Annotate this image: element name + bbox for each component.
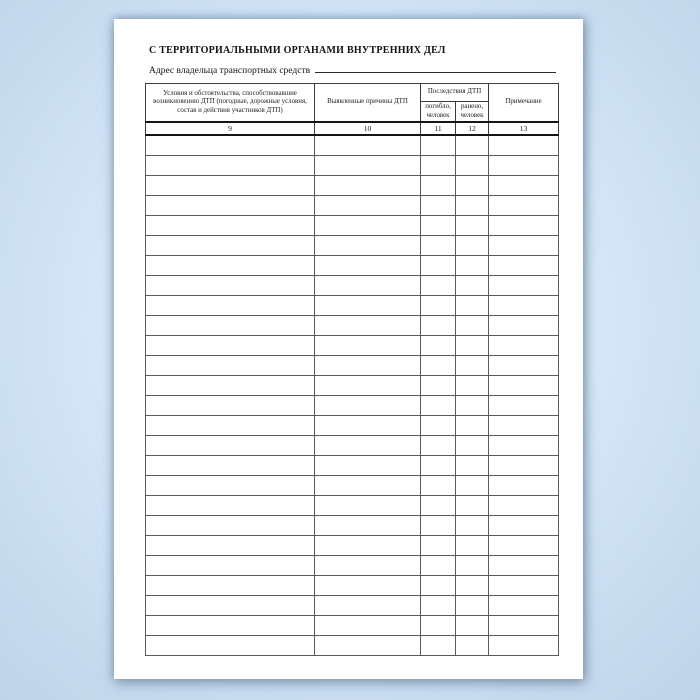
table-row <box>146 516 559 536</box>
empty-cell <box>315 416 421 436</box>
empty-cell <box>456 476 489 496</box>
empty-cell <box>456 356 489 376</box>
empty-cell <box>456 316 489 336</box>
table-row <box>146 396 559 416</box>
empty-cell <box>421 276 456 296</box>
empty-cell <box>146 256 315 276</box>
empty-cell <box>489 556 559 576</box>
empty-cell <box>421 176 456 196</box>
empty-cell <box>421 456 456 476</box>
empty-cell <box>421 256 456 276</box>
empty-cell <box>421 135 456 156</box>
empty-cell <box>489 376 559 396</box>
empty-cell <box>489 496 559 516</box>
empty-cell <box>146 396 315 416</box>
table-row <box>146 476 559 496</box>
empty-cell <box>315 436 421 456</box>
empty-cell <box>489 596 559 616</box>
address-row <box>149 62 558 77</box>
empty-cell <box>146 356 315 376</box>
empty-cell <box>146 416 315 436</box>
empty-cell <box>456 436 489 456</box>
empty-cell <box>421 536 456 556</box>
address-label: Адрес владельца транспортных средств <box>149 66 311 76</box>
table-row <box>146 556 559 576</box>
empty-cell <box>315 496 421 516</box>
empty-cell <box>146 176 315 196</box>
empty-cell <box>489 236 559 256</box>
header-conditions: Условия и обстоятельства, способствовавшие возникновению ДТП (погодные, дорожные условия, состав и действия участников ДТП) <box>146 84 315 123</box>
table-row <box>146 436 559 456</box>
empty-cell <box>421 476 456 496</box>
empty-cell <box>421 316 456 336</box>
empty-cell <box>315 156 421 176</box>
empty-cell <box>421 376 456 396</box>
empty-cell <box>456 596 489 616</box>
table-row <box>146 636 559 656</box>
empty-cell <box>315 456 421 476</box>
accidents-table <box>145 83 559 656</box>
table-row <box>146 216 559 236</box>
table-body <box>146 135 559 656</box>
table-row <box>146 236 559 256</box>
table-row <box>146 196 559 216</box>
empty-cell <box>456 496 489 516</box>
empty-cell <box>315 476 421 496</box>
empty-cell <box>489 416 559 436</box>
empty-cell <box>456 276 489 296</box>
column-number: 11 <box>421 122 456 135</box>
empty-cell <box>489 576 559 596</box>
empty-cell <box>146 616 315 636</box>
table-row <box>146 336 559 356</box>
empty-cell <box>456 296 489 316</box>
empty-cell <box>489 396 559 416</box>
empty-cell <box>146 236 315 256</box>
empty-cell <box>315 616 421 636</box>
empty-cell <box>315 176 421 196</box>
empty-cell <box>146 276 315 296</box>
empty-cell <box>421 356 456 376</box>
column-number: 10 <box>315 122 421 135</box>
empty-cell <box>489 436 559 456</box>
empty-cell <box>456 536 489 556</box>
table-row <box>146 356 559 376</box>
empty-cell <box>421 496 456 516</box>
header-injured: ранено, человек <box>456 102 489 123</box>
empty-cell <box>315 516 421 536</box>
empty-cell <box>421 296 456 316</box>
empty-cell <box>456 516 489 536</box>
table-row <box>146 596 559 616</box>
table-row <box>146 135 559 156</box>
table-row <box>146 616 559 636</box>
empty-cell <box>489 536 559 556</box>
empty-cell <box>456 236 489 256</box>
table-row <box>146 416 559 436</box>
empty-cell <box>456 216 489 236</box>
table-row <box>146 276 559 296</box>
empty-cell <box>146 496 315 516</box>
empty-cell <box>315 296 421 316</box>
empty-cell <box>315 536 421 556</box>
empty-cell <box>421 516 456 536</box>
empty-cell <box>315 356 421 376</box>
empty-cell <box>489 456 559 476</box>
empty-cell <box>456 376 489 396</box>
empty-cell <box>146 556 315 576</box>
empty-cell <box>315 135 421 156</box>
table-row <box>146 296 559 316</box>
empty-cell <box>456 456 489 476</box>
empty-cell <box>146 536 315 556</box>
empty-cell <box>315 556 421 576</box>
empty-cell <box>489 516 559 536</box>
empty-cell <box>315 216 421 236</box>
empty-cell <box>315 236 421 256</box>
table-row <box>146 456 559 476</box>
empty-cell <box>421 416 456 436</box>
empty-cell <box>489 476 559 496</box>
empty-cell <box>456 396 489 416</box>
empty-cell <box>456 176 489 196</box>
header-group-row <box>146 84 559 102</box>
empty-cell <box>315 396 421 416</box>
header-killed: погибло, человек <box>421 102 456 123</box>
empty-cell <box>315 376 421 396</box>
empty-cell <box>315 276 421 296</box>
table-row <box>146 256 559 276</box>
empty-cell <box>421 156 456 176</box>
empty-cell <box>146 376 315 396</box>
table-row <box>146 176 559 196</box>
empty-cell <box>146 596 315 616</box>
empty-cell <box>456 416 489 436</box>
table-row <box>146 156 559 176</box>
empty-cell <box>146 296 315 316</box>
empty-cell <box>315 336 421 356</box>
address-blank-line <box>315 62 556 73</box>
empty-cell <box>456 576 489 596</box>
empty-cell <box>489 156 559 176</box>
page-title: С ТЕРРИТОРИАЛЬНЫМИ ОРГАНАМИ ВНУТРЕННИХ ДЕЛ <box>149 45 446 56</box>
empty-cell <box>146 156 315 176</box>
empty-cell <box>456 616 489 636</box>
empty-cell <box>146 456 315 476</box>
empty-cell <box>421 436 456 456</box>
empty-cell <box>146 216 315 236</box>
page-content <box>114 19 583 656</box>
empty-cell <box>421 636 456 656</box>
empty-cell <box>489 135 559 156</box>
empty-cell <box>421 216 456 236</box>
empty-cell <box>489 276 559 296</box>
empty-cell <box>456 336 489 356</box>
empty-cell <box>146 336 315 356</box>
table-row <box>146 496 559 516</box>
empty-cell <box>421 196 456 216</box>
empty-cell <box>489 256 559 276</box>
empty-cell <box>421 336 456 356</box>
empty-cell <box>489 636 559 656</box>
empty-cell <box>489 356 559 376</box>
column-number: 12 <box>456 122 489 135</box>
empty-cell <box>421 596 456 616</box>
column-numbers-row <box>146 122 559 135</box>
empty-cell <box>421 576 456 596</box>
empty-cell <box>146 576 315 596</box>
table-row <box>146 536 559 556</box>
empty-cell <box>146 476 315 496</box>
empty-cell <box>489 216 559 236</box>
empty-cell <box>146 636 315 656</box>
header-causes: Выявленные причины ДТП <box>315 84 421 123</box>
empty-cell <box>489 316 559 336</box>
empty-cell <box>421 556 456 576</box>
empty-cell <box>315 636 421 656</box>
empty-cell <box>315 576 421 596</box>
empty-cell <box>489 296 559 316</box>
empty-cell <box>146 316 315 336</box>
table-row <box>146 316 559 336</box>
empty-cell <box>421 396 456 416</box>
empty-cell <box>489 616 559 636</box>
table-header <box>146 84 559 136</box>
column-number: 9 <box>146 122 315 135</box>
column-number: 13 <box>489 122 559 135</box>
empty-cell <box>315 596 421 616</box>
empty-cell <box>456 156 489 176</box>
header-notes: Примечание <box>489 84 559 123</box>
empty-cell <box>315 196 421 216</box>
table-row <box>146 576 559 596</box>
empty-cell <box>146 436 315 456</box>
empty-cell <box>489 196 559 216</box>
empty-cell <box>315 316 421 336</box>
empty-cell <box>146 516 315 536</box>
empty-cell <box>489 176 559 196</box>
empty-cell <box>421 616 456 636</box>
empty-cell <box>456 556 489 576</box>
empty-cell <box>456 636 489 656</box>
empty-cell <box>489 336 559 356</box>
empty-cell <box>456 135 489 156</box>
header-consequences-group: Последствия ДТП <box>421 84 489 102</box>
document-page <box>114 19 583 679</box>
empty-cell <box>315 256 421 276</box>
empty-cell <box>146 135 315 156</box>
table-row <box>146 376 559 396</box>
empty-cell <box>456 256 489 276</box>
empty-cell <box>421 236 456 256</box>
empty-cell <box>456 196 489 216</box>
empty-cell <box>146 196 315 216</box>
